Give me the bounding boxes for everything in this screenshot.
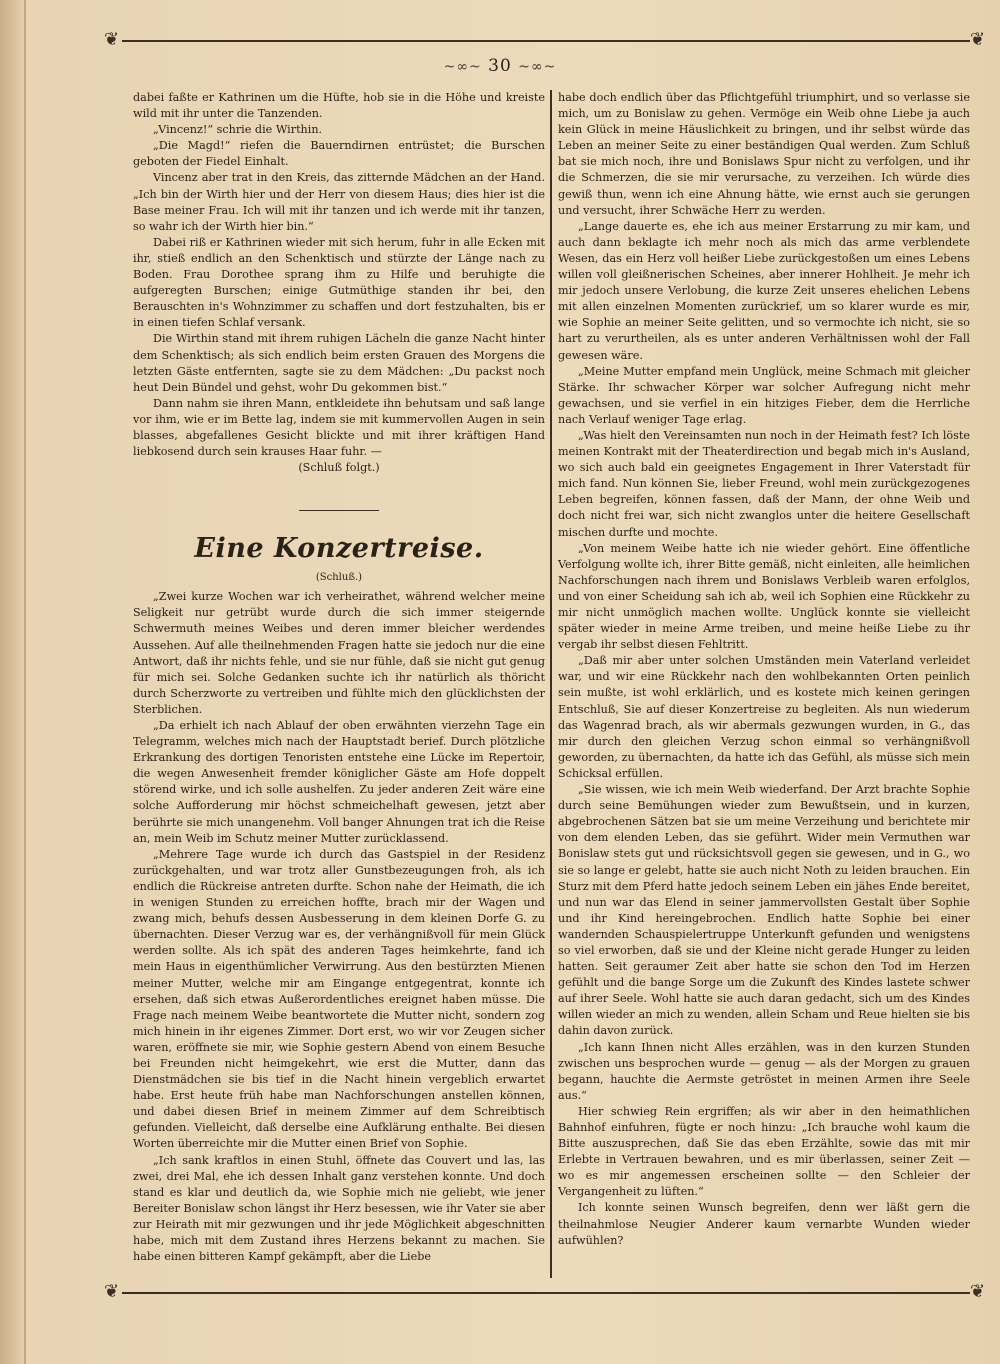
paragraph: „Vincenz!“ schrie die Wirthin. [153, 123, 323, 137]
paragraph: „Lange dauerte es, ehe ich aus meiner Erstarrung zu mir kam, und auch dann beklagte ich mehr noch als mich das arme verblendete Wesen, das ein Herz voll heißer Liebe zurückgestoßen um eines Lebens willen voll gleißnerischen Scheines, aber innerer Hohlheit. Je mehr ich mir jedoch unsere Verlobung, die kurze Zeit unseres ehelichen Lebens mit allen einzelnen Momenten zurückrief, um so klarer wurde es mir, wie Sophie an meiner Seite gelitten, und so vermochte ich nicht, sie so hart zu verurtheilen, als es unter anderen Verhältnissen wohl der Fall gewesen wäre. [558, 219, 970, 362]
paragraph: habe doch endlich über das Pflichtgefühl triumphirt, und so verlasse sie mich, um zu Bonislaw zu gehen. Vermöge ein Weib ohne Liebe ja auch kein Glück in meine Häuslichkeit zu bringen, und ihr selbst würde das Leben an meiner Seite zu einer beständigen Qual werden. Zum Schluß bat sie mich noch, ihre und Bonislaws Spur nicht zu verfolgen, und ihr die Schmerzen, die sie mir verursache, zu verzeihen. Ich würde dies gewiß thun, wenn ich eine Ahnung hätte, wie ernst auch sie gerungen und versucht, ihrer Schwäche Herr zu werden. [558, 91, 970, 217]
article-body-start [133, 589, 545, 1265]
paragraph: „Mehrere Tage wurde ich durch das Gastspiel in der Residenz zurückgehalten, und war trotz aller Gunstbezeugungen froh, als ich endlich die Rückreise antreten durfte. Schon nahe der Heimath, die ich in wenigen Stunden zu erreichen hoffte, brach mir der Wagen und zwang mich, behufs dessen Ausbesserung in dem kleinen Dorfe G. zu übernachten. Dieser Verzug war es, der verhängnißvoll für mein Glück werden sollte. Als ich spät des anderen Tages heimkehrte, fand ich mein Haus in eigenthümlicher Verwirrung. Aus den bestürzten Mienen meiner Mutter, welche mir am Eingange entgegentrat, konnte ich ersehen, daß sich etwas Außerordentliches ereignet haben müsse. Die Frage nach meinem Weibe beantwortete die Mutter nicht, sondern zog mich hinein in ihr eigenes Zimmer. Dort erst, wo wir vor Zeugen sicher waren, eröffnete sie mir, wie Sophie gestern Abend von einem Besuche bei Freunden nicht heimgekehrt, wie erst die Mutter, dann das Dienstmädchen sie bis tief in die Nacht hinein vergeblich erwartet habe. Erst heute früh habe man Nachforschungen anstellen können, und dabei diesen Brief in meinem Zimmer auf dem Schreibtisch gefunden. Vielleicht, daß derselbe eine Aufklärung enthalte. Bei diesen Worten überreichte mir die Mutter einen Brief von Sophie. [133, 847, 545, 1151]
page-header [0, 56, 1000, 76]
paragraph: Dabei riß er Kathrinen wieder mit sich herum, fuhr in alle Ecken mit ihr, stieß endlich an den Schenktisch und stürzte der Länge nach zu Boden. Frau Dorothee sprang ihm zu Hilfe und beruhigte die aufgeregten Burschen; einige Gutmüthige standen ihr bei, den Berauschten in's Wohnzimmer zu schaffen und dort festzuhalten, bis er in einen tiefen Schlaf versank. [133, 235, 545, 330]
page-number-swash-left: ~∞~ [443, 59, 482, 75]
paragraph: Ich konnte seinen Wunsch begreifen, denn wer läßt gern die theilnahmlose Neugier Anderer kaum vernarbte Wunden wieder aufwühlen? [558, 1201, 970, 1247]
right-column [558, 90, 970, 1249]
story-continuation [133, 90, 545, 460]
article-subtitle: (Schluß.) [315, 572, 363, 584]
paragraph: Die Wirthin stand mit ihrem ruhigen Lächeln die ganze Nacht hinter dem Schenktisch; als sich endlich beim ersten Grauen des Morgens die letzten Gäste entfernten, sagte sie zu dem Mädchen: „Du packst noch heut Dein Bündel und gehst, wohr Du gekommen bist.“ [133, 332, 545, 394]
paragraph: Dann nahm sie ihren Mann, entkleidete ihn behutsam und saß lange vor ihm, wie er im Bette lag, indem sie mit kummervollen Augen in sein blasses, abgefallenes Gesicht blickte und mit ihrer kräftigen Hand liebkosend durch sein krauses Haar fuhr. — [133, 396, 545, 459]
paragraph: „Die Magd!“ riefen die Bauerndirnen entrüstet; die Burschen geboten der Fiedel Einhalt. [133, 139, 545, 169]
paragraph: „Daß mir aber unter solchen Umständen mein Vaterland verleidet war, und wir eine Rückkehr nach den wohlbekannten Orten peinlich sein mußte, ist wohl erklärlich, und es kostete mich keinen geringen Entschluß, Sie auf dieser Konzertreise zu begleiten. Als nun wiederum das Wagenrad brach, als wir abermals gezwungen wurden, in G., das mir durch den gleichen Verzug schon einmal so verhängnißvoll geworden, zu übernachten, da hatte ich das Gefühl, als müsse sich mein Schicksal erfüllen. [558, 654, 970, 780]
page-number: 30 [488, 56, 512, 76]
article-body-continued [558, 90, 970, 1249]
paragraph: „Von meinem Weibe hatte ich nie wieder gehört. Eine öffentliche Verfolgung wollte ich, ihrer Bitte gemäß, nicht einleiten, alle heimlichen Nachforschungen nach ihrem und Bonislaws Verbleib waren erfolglos, und von einer Scheidung sah ich ab, weil ich Sophien eine Rückkehr zu mir nicht unmöglich machen wollte. Unglück konnte sie vielleicht später wieder in meine Arme treiben, und meine heiße Liebe zu ihr vergab ihr selbst diesen Fehltritt. [558, 541, 970, 652]
paragraph: „Was hielt den Vereinsamten nun noch in der Heimath fest? Ich löste meinen Kontrakt mit der Theaterdirection und begab mich in's Ausland, wo sich auch bald ein geeignetes Engagement in Ihrer Vaterstadt für mich fand. Nun können Sie, lieber Freund, wohl mein zurückgezogenes Leben begreifen, können fassen, daß der Mann, der ohne Weib und doch nicht frei war, sich nicht zwanglos unter die heitere Gesellschaft mischen durfte und mochte. [558, 428, 970, 539]
paragraph: „Ich sank kraftlos in einen Stuhl, öffnete das Couvert und las, las zwei, drei Mal, ehe ich dessen Inhalt ganz verstehen konnte. Und doch stand es klar und deutlich da, wie Sophie mich nie geliebt, wie jener Bereiter Bonislaw schon längst ihr Herz besessen, wie ihr Vater sie aber zur Heirath mit mir gezwungen und ihr jede Möglichkeit abgeschnitten habe, mich mit dem Zustand ihres Herzens bekannt zu machen. Sie habe einen bitteren Kampf gekämpft, aber die Liebe [133, 1153, 545, 1264]
corner-ornament-bottom-left: ❦ [104, 1281, 120, 1302]
bottom-rule [122, 1292, 970, 1294]
article-title: Eine Konzertreise. [194, 533, 484, 565]
paragraph: Vincenz aber trat in den Kreis, das zitternde Mädchen an der Hand. „Ich bin der Wirth hier und der Herr von diesem Haus; dies hier ist die Base meiner Frau. Ich will mit ihr tanzen und ich werde mit ihr tanzen, so wahr ich der Wirth hier bin.“ [133, 171, 545, 233]
column-divider [550, 90, 552, 1278]
corner-ornament-top-right: ❦ [970, 29, 986, 50]
article-separator [299, 510, 379, 511]
closing-note: (Schluß folgt.) [298, 461, 380, 475]
corner-ornament-top-left: ❦ [104, 29, 120, 50]
paragraph: „Meine Mutter empfand mein Unglück, meine Schmach mit gleicher Stärke. Ihr schwacher Körper war solcher Aufregung nicht mehr gewachsen, und sie verfiel in ein hitziges Fieber, dem die Herrliche nach Verlauf weniger Tage erlag. [558, 364, 970, 426]
paragraph: „Da erhielt ich nach Ablauf der oben erwähnten vierzehn Tage ein Telegramm, welches mich nach der Hauptstadt berief. Durch plötzliche Erkrankung des dortigen Tenoristen entstehe eine Lücke im Repertoir, die wegen Anwesenheit fremder königlicher Gäste am Hofe doppelt störend wirke, und ich solle aushelfen. Zu jeder anderen Zeit wäre eine solche Aufforderung mir höchst schmeichelhaft gewesen, jetzt aber berührte sie mich unangenehm. Voll banger Ahnungen trat ich die Reise an, mein Weib im Schutz meiner Mutter zurücklassend. [133, 719, 545, 845]
paragraph: „Zwei kurze Wochen war ich verheirathet, während welcher meine Seligkeit nur getrübt wurde durch die sich immer steigernde Schwermuth meines Weibes und deren immer bleicher werdendes Aussehen. Auf alle theilnehmenden Fragen hatte sie jedoch nur die eine Antwort, daß ihr nichts fehle, und sie nur fühle, daß sie nicht gut genug für mich sei. Solche Gedanken suchte ich ihr natürlich als thöricht durch Scherzworte zu vertreiben und fühlte mich den glücklichsten der Sterblichen. [133, 590, 545, 716]
paragraph: „Sie wissen, wie ich mein Weib wiederfand. Der Arzt brachte Sophie durch seine Bemühungen wieder zum Bewußtsein, und in kurzen, abgebrochenen Sätzen bat sie um meine Verzeihung und berichtete mir von dem elenden Leben, das sie geführt. Wider mein Vermuthen war Bonislaw stets gut und rücksichtsvoll gegen sie gewesen, und in G., wo sie so lange er gelebt, hatte sie auch nicht Noth zu leiden brauchen. Ein Sturz mit dem Pferd hatte jedoch seinem Leben ein jähes Ende bereitet, und nun war das Elend in seiner jammervollsten Gestalt über Sophie und ihr Kind hereingebrochen. Endlich hatte Sophie bei einer wandernden Schauspielertruppe Unterkunft gefunden und wenigstens so viel erworben, daß sie und der Kleine nicht gerade Hunger zu leiden hatten. Seit geraumer Zeit aber hatte sie schon den Tod im Herzen gefühlt und die bange Sorge um die Zukunft des Kindes lastete schwer auf ihrer Seele. Wohl hatte sie auch daran gedacht, sich um des Kindes willen wieder an mich zu wenden, allein Scham und Reue hielten sie bis dahin davon zurück. [558, 783, 970, 1038]
paragraph: „Ich kann Ihnen nicht Alles erzählen, was in den kurzen Stunden zwischen uns besprochen wurde — genug — als der Morgen zu grauen begann, hauchte die Aermste getröstet in meinen Armen ihre Seele aus.“ [558, 1040, 970, 1102]
corner-ornament-bottom-right: ❦ [970, 1281, 986, 1302]
left-column [133, 90, 545, 1265]
page-number-swash-right: ~∞~ [518, 59, 557, 75]
top-rule [122, 40, 970, 42]
binding-edge [24, 0, 26, 1364]
paragraph: dabei faßte er Kathrinen um die Hüfte, hob sie in die Höhe und kreiste wild mit ihr unter die Tanzenden. [133, 91, 545, 121]
paragraph: Hier schwieg Rein ergriffen; als wir aber in den heimathlichen Bahnhof einfuhren, fügte er noch hinzu: „Ich brauche wohl kaum die Bitte auszusprechen, daß Sie das eben Erzählte, sowie das mit mir Erlebte in Vertrauen bewahren, und es mir überlassen, seiner Zeit — wo es mir angemessen erscheinen sollte — den Schleier der Vergangenheit zu lüften.“ [558, 1104, 970, 1199]
